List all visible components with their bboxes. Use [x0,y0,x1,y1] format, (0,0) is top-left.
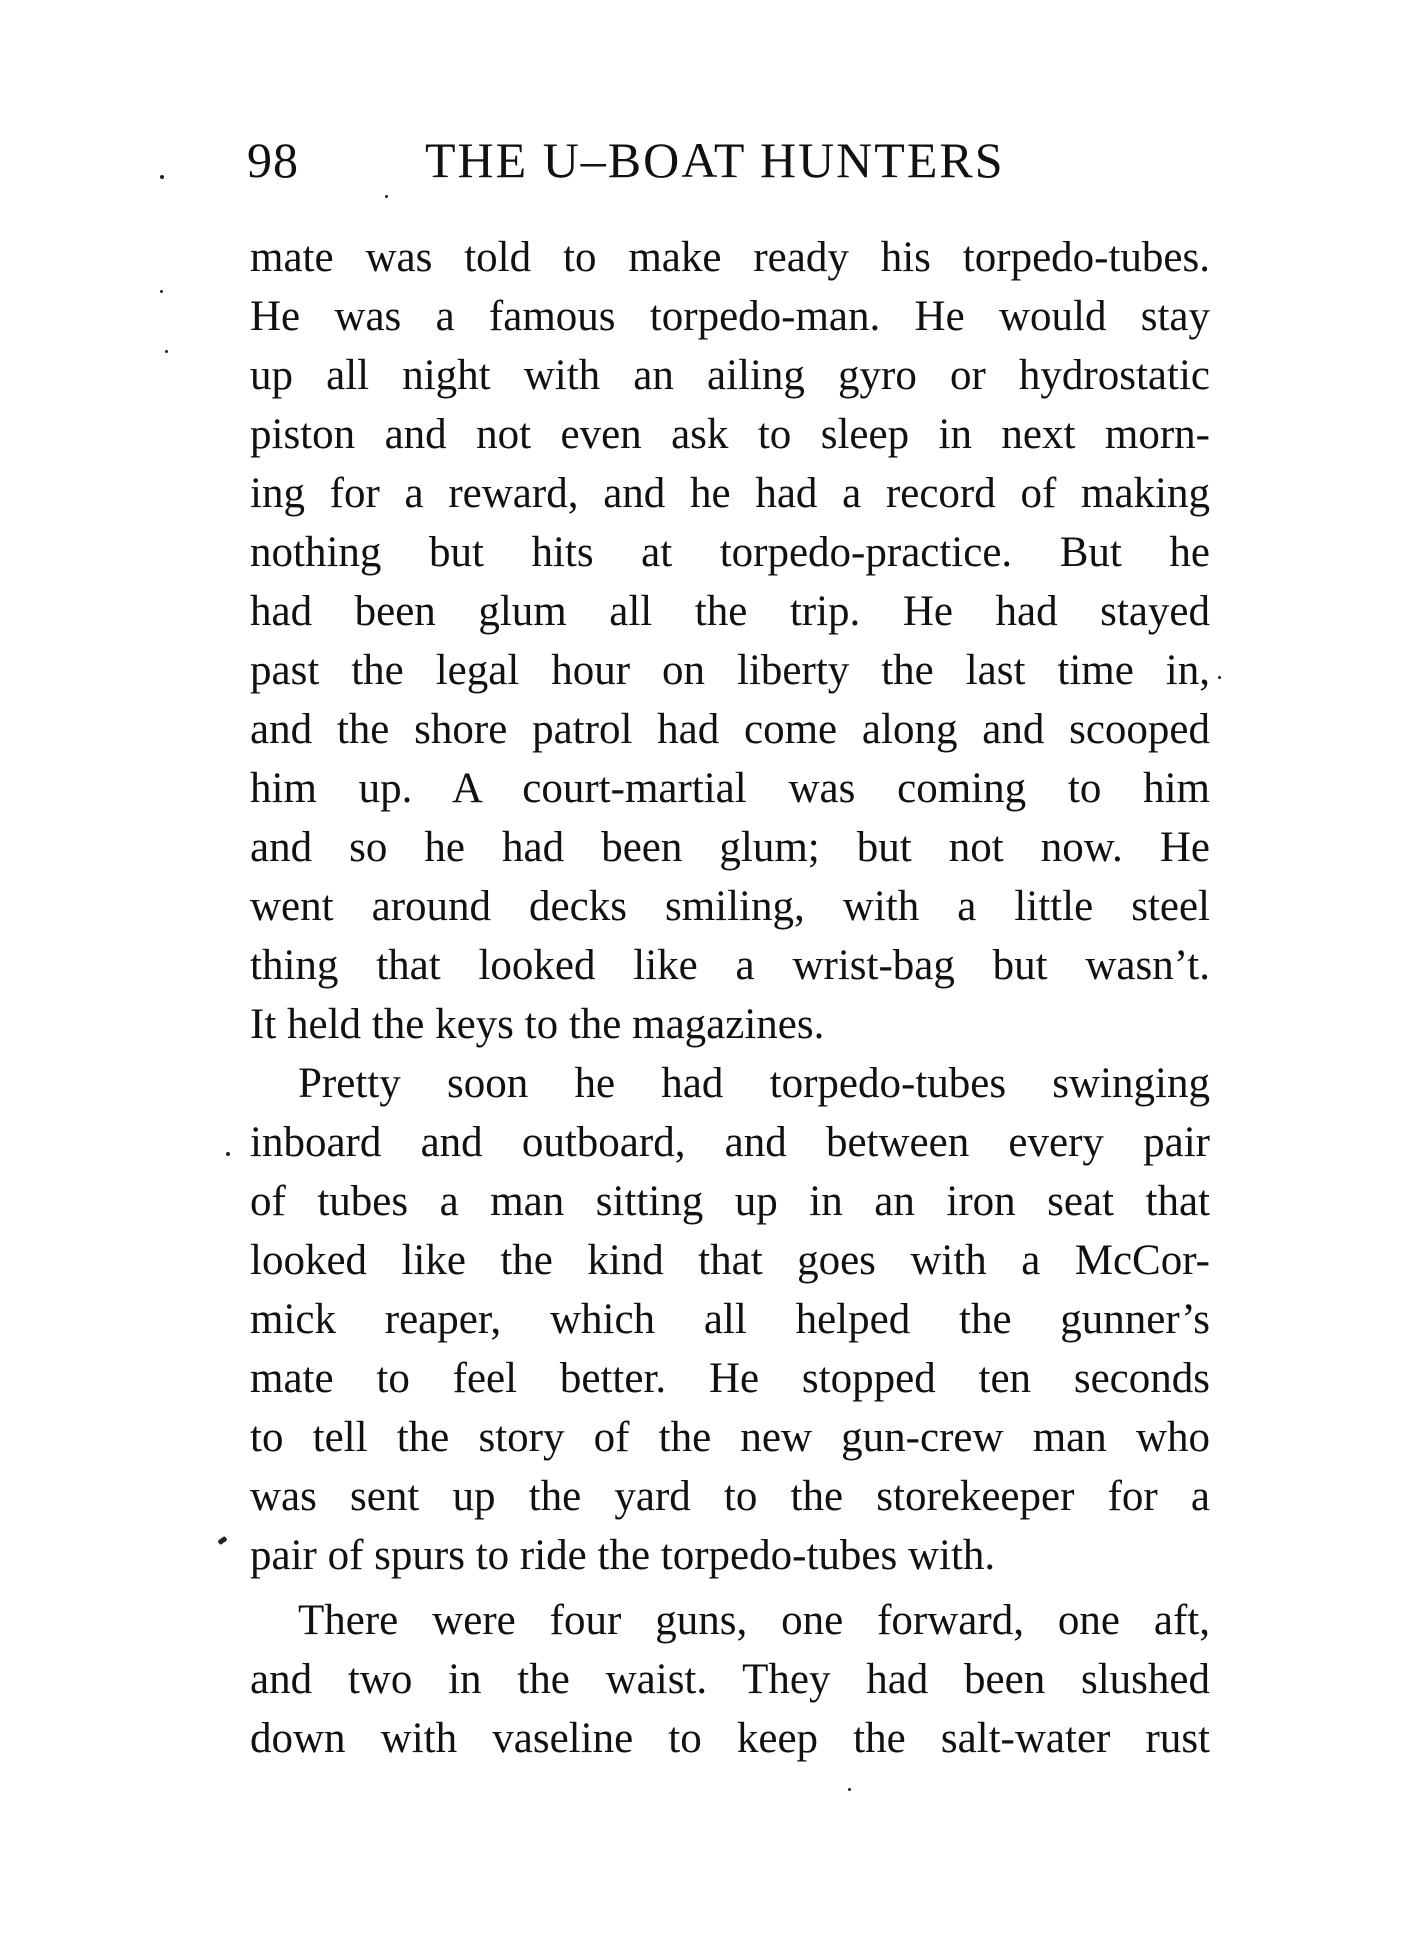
paragraph-2 [250,1054,1210,1585]
text-line: pair of spurs to ride the torpedo-tubes with. [250,1532,996,1579]
text-line: It held the keys to the magazines. [250,1001,825,1048]
text-line: and the shore patrol had come along and scooped [250,706,1210,753]
text-line: ing for a reward, and he had a record of making [250,470,1210,517]
paragraph-1 [250,228,1210,1054]
running-head [247,128,1207,192]
text-line: of tubes a man sitting up in an iron seat that [250,1178,1210,1225]
text-line: up all night with an ailing gyro or hydrostatic [250,352,1210,399]
scan-speck [226,1152,230,1156]
text-line: was sent up the yard to the storekeeper for a [250,1473,1210,1520]
text-line: looked like the kind that goes with a McCor- [250,1237,1210,1284]
text-line: down with vaseline to keep the salt-water rust [250,1715,1210,1762]
text-line: had been glum all the trip. He had stayed [250,588,1210,635]
text-line: and two in the waist. They had been slushed [250,1656,1210,1703]
text-line: mate to feel better. He stopped ten seconds [250,1355,1210,1402]
text-line: inboard and outboard, and between every pair [250,1119,1210,1166]
scan-speck [165,350,168,353]
text-line: There were four guns, one forward, one aft, [298,1597,1210,1644]
scan-speck [1218,676,1221,679]
paragraph-3 [250,1591,1210,1768]
text-line: him up. A court-martial was coming to him [250,765,1210,812]
scan-speck [217,1536,227,1545]
running-title: THE U–BOAT HUNTERS [425,132,1005,188]
scan-speck [160,290,163,293]
text-line: past the legal hour on liberty the last time in, [250,647,1210,694]
scan-speck [160,175,164,179]
body-text [250,228,1210,1768]
page-number: 98 [247,132,299,188]
text-line: mick reaper, which all helped the gunner’s [250,1296,1210,1343]
text-line: He was a famous torpedo-man. He would stay [250,293,1210,340]
scan-speck [848,1788,851,1791]
text-line: went around decks smiling, with a little steel [250,883,1210,930]
text-line: nothing but hits at torpedo-practice. But he [250,529,1210,576]
text-line: thing that looked like a wrist-bag but wasn’t. [250,942,1210,989]
text-line: and so he had been glum; but not now. He [250,824,1210,871]
scan-speck [385,195,388,198]
text-line: mate was told to make ready his torpedo-tubes. [250,234,1210,281]
text-line: piston and not even ask to sleep in next morn- [250,411,1210,458]
text-line: Pretty soon he had torpedo-tubes swinging [298,1060,1210,1107]
text-line: to tell the story of the new gun-crew man who [250,1414,1210,1461]
